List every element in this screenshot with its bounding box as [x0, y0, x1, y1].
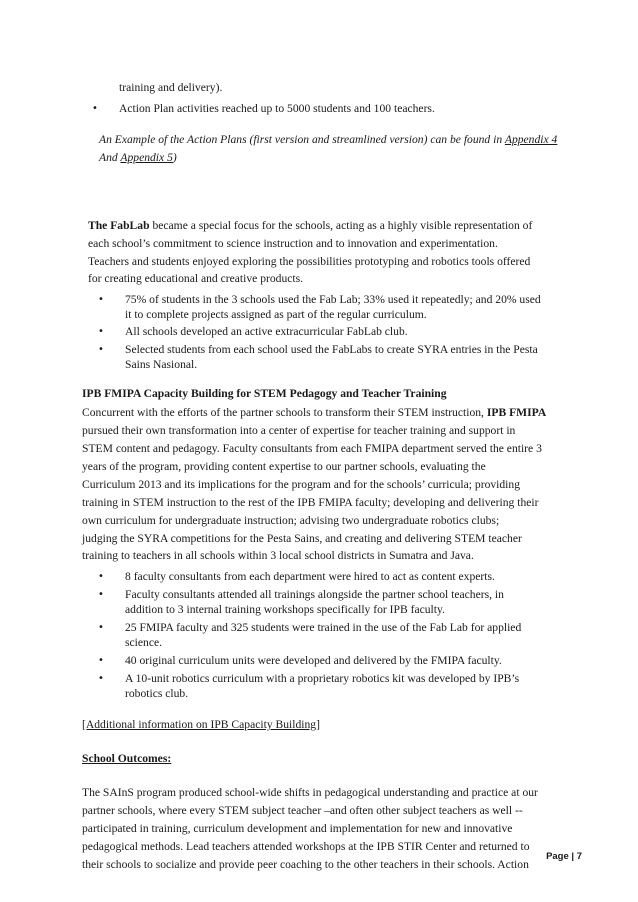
- appendix-note-text: An Example of the Action Plans (first version and streamlined version) can be found in: [99, 133, 503, 146]
- fablab-paragraph-line: [88, 217, 532, 235]
- section-heading: IPB FMIPA Capacity Building for STEM Pedagogy and Teacher Training: [82, 387, 447, 400]
- additional-info-link[interactable]: [Additional information on IPB Capacity Building]: [82, 718, 320, 731]
- outcomes-paragraph-line: their schools to socialize and provide peer coaching to the other teachers in their schools. Action: [82, 858, 529, 871]
- appendix-note: [99, 131, 557, 149]
- list-item: • 40 original curriculum units were developed and delivered by the FMIPA faculty.: [125, 652, 502, 670]
- ipb-paragraph-line: Curriculum 2013 and its implications for the program and for the schools’ curricula; providing: [82, 478, 520, 491]
- ipb-paragraph-line: years of the program, providing content expertise to our partner schools, evaluating the: [82, 460, 486, 473]
- appendix-5-link[interactable]: Appendix 5: [120, 151, 173, 164]
- close-paren: ): [172, 151, 177, 164]
- continuation-text: training and delivery).: [119, 81, 223, 94]
- list-item: • Faculty consultants attended all trainings alongside the partner school teachers, in: [125, 586, 504, 604]
- ipb-paragraph-line: own curriculum for undergraduate instruction; advising two undergraduate robotics clubs;: [82, 514, 500, 527]
- outcomes-paragraph-line: pedagogical methods. Lead teachers attended workshops at the IPB STIR Center and returned to: [82, 840, 530, 853]
- list-item: • 75% of students in the 3 schools used the Fab Lab; 33% used it repeatedly; and 20% used: [125, 291, 541, 309]
- list-item: • 8 faculty consultants from each department were hired to act as content experts.: [125, 568, 495, 586]
- list-item-continuation: science.: [125, 636, 163, 649]
- fablab-text: became a special focus for the schools, acting as a highly visible representation of: [152, 219, 533, 232]
- list-item: • All schools developed an active extracurricular FabLab club.: [125, 323, 408, 341]
- ipb-paragraph-line: pursued their own transformation into a center of expertise for teacher training and support in: [82, 424, 516, 437]
- list-item-continuation: addition to 3 internal training workshops specifically for IPB faculty.: [125, 603, 445, 616]
- list-item-continuation: it to complete projects assigned as part of the regular curriculum.: [125, 308, 427, 321]
- appendix-note-line2: [99, 149, 177, 167]
- section-heading: School Outcomes:: [82, 752, 172, 765]
- list-item: • 25 FMIPA faculty and 325 students were trained in the use of the Fab Lab for applied: [125, 619, 521, 637]
- ipb-fmipa-bold: IPB FMIPA: [486, 406, 547, 419]
- outcomes-paragraph-line: partner schools, where every STEM subject teacher –and often other subject teachers as well --: [82, 804, 523, 817]
- outcomes-paragraph-line: The SAInS program produced school-wide shifts in pedagogical understanding and practice at our: [82, 786, 538, 799]
- list-item: • Action Plan activities reached up to 5000 students and 100 teachers.: [119, 100, 435, 118]
- ipb-paragraph-line: judging the SYRA competitions for the Pesta Sains, and creating and delivering STEM teacher: [82, 532, 522, 545]
- list-item: • A 10-unit robotics curriculum with a proprietary robotics kit was developed by IPB’s: [125, 670, 519, 688]
- page-number: Page | 7: [546, 851, 582, 862]
- fablab-lead: The FabLab: [88, 219, 150, 232]
- fablab-paragraph-line: each school’s commitment to science instruction and to innovation and experimentation.: [88, 237, 498, 250]
- outcomes-paragraph-line: participated in training, curriculum development and implementation for new and innovative: [82, 822, 513, 835]
- fablab-paragraph-line: Teachers and students enjoyed exploring the possibilities prototyping and robotics tools offered: [88, 255, 531, 268]
- ipb-text: Concurrent with the efforts of the partner schools to transform their STEM instruction,: [82, 406, 484, 419]
- list-item-continuation: robotics club.: [125, 687, 189, 700]
- appendix-4-link[interactable]: Appendix 4: [504, 133, 558, 146]
- ipb-paragraph-line: training in STEM instruction to the rest of the IPB FMIPA faculty; developing and delivering their: [82, 496, 539, 509]
- ipb-paragraph-line: STEM content and pedagogy. Faculty consultants from each FMIPA department served the entire 3: [82, 442, 542, 455]
- list-item: • Selected students from each school used the FabLabs to create SYRA entries in the Pesta: [125, 341, 538, 359]
- list-item-continuation: Sains Nasional.: [125, 358, 198, 371]
- ipb-paragraph-line: training to teachers in all schools within 3 local school districts in Sumatra and Java.: [82, 549, 474, 562]
- ipb-paragraph-line: [82, 404, 546, 422]
- fablab-paragraph-line: for creating educational and creative products.: [88, 272, 304, 285]
- and-text: And: [99, 151, 118, 164]
